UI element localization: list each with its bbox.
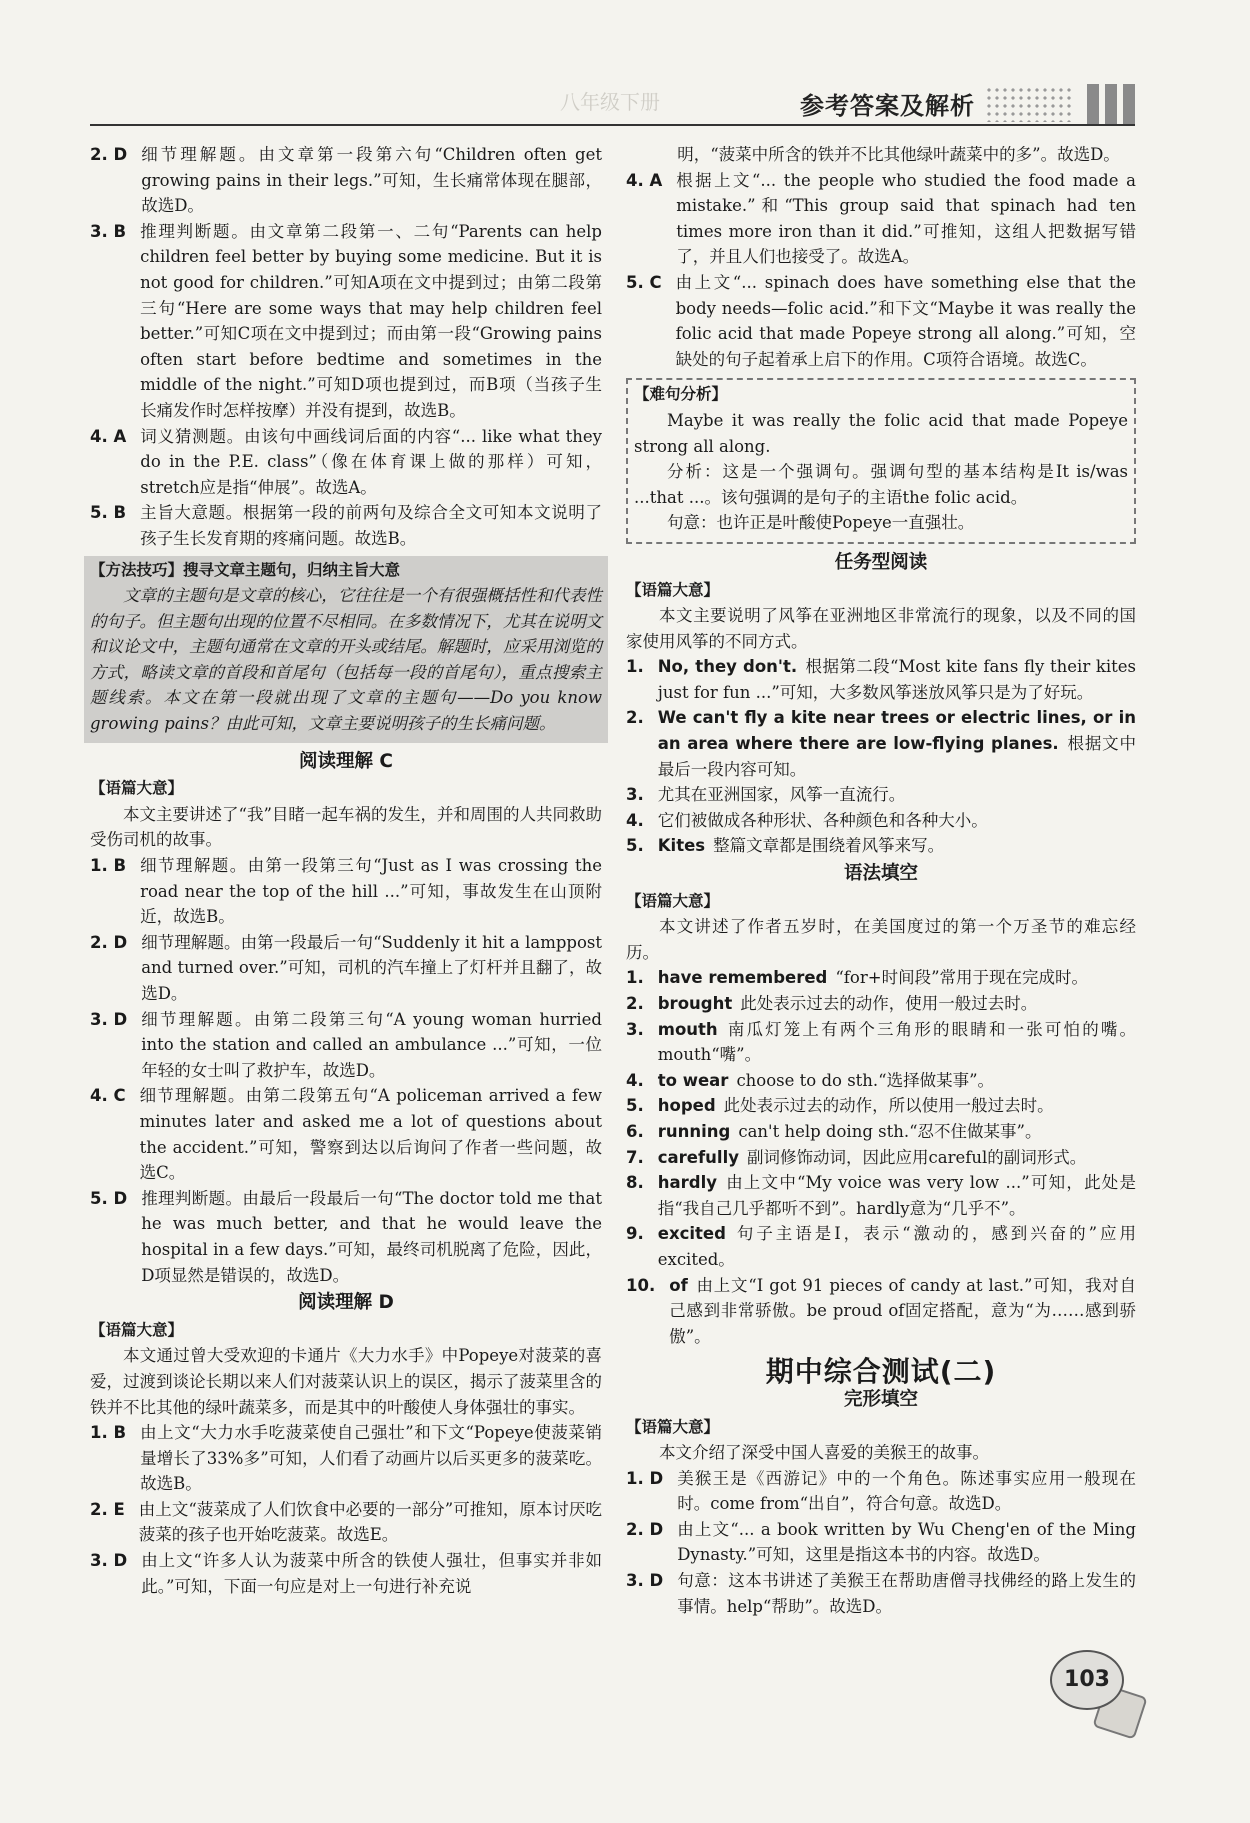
answer-key: Kites xyxy=(657,836,706,856)
answer-number: 2. D xyxy=(90,145,128,164)
answer-explanation xyxy=(658,965,1136,991)
answer-explanation xyxy=(658,991,1136,1017)
tips-body: 文章的主题句是文章的核心，它往往是一个有很强概括性和代表性的句子。但主题句出现的位置不尽相同。在多数情况下，尤其在说明文和议论文中，主题句通常在文章的开头或结尾。解题时，应采用浏览的方式，略读文章的首段和首尾句（包括每一段的首尾句），重点搜索主题线索。本文在第一段就出现了文章的主题句——Do you know growing pains？由此可知，文章主要说明孩子的生长痛问题。 xyxy=(90,586,602,734)
hard-sentence-meaning: 句意：也许正是叶酸使Popeye一直强壮。 xyxy=(667,513,975,533)
continued-answer: 明，“菠菜中所含的铁并不比其他绿叶蔬菜中的多”。故选D。 xyxy=(677,145,1120,164)
grammar-answers xyxy=(626,965,1136,1349)
explanation-text: can't help doing sth.“忍不住做某事”。 xyxy=(738,1121,1042,1141)
answer-number: 1. xyxy=(626,968,644,988)
answer-number: 1. D xyxy=(626,1468,664,1488)
explanation-text: 南瓜灯笼上有两个三角形的眼睛和一张可怕的嘴。mouth“嘴”。 xyxy=(657,1019,1136,1065)
explanation-text: choose to do sth.“选择做某事”。 xyxy=(736,1070,995,1090)
header-dot-pattern xyxy=(985,86,1075,122)
answer-number: 3. B xyxy=(90,221,127,241)
summary-tag: 【语篇大意】 xyxy=(90,1320,184,1339)
answer-item xyxy=(626,1170,1136,1221)
answer-number: 6. xyxy=(626,1121,644,1141)
answer-explanation xyxy=(658,1119,1136,1145)
answer-number: 2. xyxy=(626,708,644,728)
answer-explanation xyxy=(140,1420,602,1497)
difficult-sentence-box xyxy=(626,378,1136,544)
explanation-text: 根据上文“... the people who studied the food made a mistake.”和“This group said that spinach had ten times more iron than it did.”可推知，这组人把数据写错了，并且人们也接受了。故选A。 xyxy=(676,170,1136,267)
answer-item xyxy=(90,1186,602,1288)
explanation-text: 词义猜测题。由该句中画线词后面的内容“... like what they do in the P.E. class”（像在体育课上做的那样）可知，stretch应是指“伸展”。故选A。 xyxy=(140,426,602,497)
explanation-text: 句子主语是I，表示“激动的，感到兴奋的”应用excited。 xyxy=(657,1224,1136,1269)
answer-explanation xyxy=(676,270,1136,372)
answer-item xyxy=(90,1420,602,1497)
answer-item xyxy=(90,1083,602,1185)
answer-explanation xyxy=(141,1007,602,1084)
explanation-text: 根据文中最后一段内容可知。 xyxy=(657,734,1136,779)
answer-explanation xyxy=(677,1466,1136,1517)
section-title-cloze: 完形填空 xyxy=(843,1388,918,1410)
answer-key: mouth xyxy=(657,1019,718,1039)
answer-explanation xyxy=(140,500,602,551)
section-title-task-reading: 任务型阅读 xyxy=(834,551,928,573)
answer-explanation xyxy=(658,705,1136,782)
answer-number: 5. C xyxy=(626,272,662,292)
answer-explanation xyxy=(658,1221,1136,1272)
answer-explanation xyxy=(141,142,602,219)
page-header xyxy=(90,80,1135,128)
answer-explanation xyxy=(677,1568,1136,1619)
method-tips-box xyxy=(84,556,608,743)
answer-explanation xyxy=(139,1497,602,1548)
answer-item xyxy=(90,1007,602,1084)
hard-sentence-analysis: 分析：这是一个强调句。强调句型的基本结构是It is/was ...that ...。该句强调的是句子的主语the folic acid。 xyxy=(634,462,1128,507)
hard-sentence-heading: 【难句分析】 xyxy=(634,385,728,404)
explanation-text: 副词修饰动词，因此应用careful的副词形式。 xyxy=(747,1147,1087,1167)
task-summary: 本文主要说明了风筝在亚洲地区非常流行的现象，以及不同的国家使用风筝的不同方式。 xyxy=(626,606,1136,651)
answer-number: 3. D xyxy=(90,1009,128,1029)
answer-explanation xyxy=(658,808,1136,834)
answer-explanation xyxy=(140,853,602,930)
answer-number: 2. xyxy=(626,994,644,1013)
header-bars-decoration xyxy=(1087,84,1135,124)
answer-explanation xyxy=(140,1083,602,1185)
answer-item xyxy=(626,1093,1136,1119)
answer-explanation xyxy=(140,219,602,424)
answer-item xyxy=(90,500,602,551)
left-column xyxy=(90,142,602,1599)
answer-key: of xyxy=(669,1275,688,1295)
answer-key: excited xyxy=(657,1224,726,1244)
summary-tag: 【语篇大意】 xyxy=(626,891,720,910)
answer-explanation xyxy=(658,654,1136,705)
tips-heading: 【方法技巧】搜寻文章主题句，归纳主旨大意 xyxy=(90,560,401,579)
answer-number: 4. xyxy=(626,1070,644,1090)
answer-item xyxy=(626,1017,1136,1068)
explanation-text: 美猴王是《西游记》中的一个角色。陈述事实应用一般现在时。come from“出自”，符合句意。故选D。 xyxy=(677,1468,1136,1514)
explanation-text: 细节理解题。由第一段最后一句“Suddenly it hit a lamppost and turned over.”可知，司机的汽车撞上了灯杆并且翻了，故选D。 xyxy=(141,932,602,1003)
answer-number: 3. xyxy=(626,785,644,805)
explanation-text: 推理判断题。由文章第二段第一、二句“Parents can help children feel better by buying some medicine. But it is not good for children.”可知A项在文中提到过；由第二段第三句“Here are some ways that may help children feel better.”可知C项在文中提到过；而由第一段“Growing pains often start before bedtime and sometimes in the middle of the night.”可知D项也提到过，而B项（当孩子生长痛发作时怎样按摩）并没有提到，故选B。 xyxy=(140,221,602,420)
reading-d-answers-cont xyxy=(626,168,1136,373)
task-answers xyxy=(626,654,1136,859)
answer-explanation xyxy=(658,833,1136,859)
explanation-text: 由上文“大力水手吃菠菜使自己强壮”和下文“Popeye使菠菜销量增长了33%多”可知，人们看了动画片以后买更多的菠菜吃。故选B。 xyxy=(140,1423,602,1494)
answer-item xyxy=(90,930,602,1007)
right-column xyxy=(626,142,1136,1619)
answer-number: 7. xyxy=(626,1147,644,1167)
answer-item xyxy=(626,1119,1136,1145)
section-title-grammar: 语法填空 xyxy=(843,863,918,885)
explanation-text: 整篇文章都是围绕着风筝来写。 xyxy=(713,836,945,856)
reading-c-answers xyxy=(90,853,602,1288)
answer-explanation xyxy=(658,782,1136,808)
answer-number: 10. xyxy=(626,1275,656,1295)
summary-tag: 【语篇大意】 xyxy=(90,779,184,798)
answer-number: 5. xyxy=(626,836,644,856)
answer-number: 8. xyxy=(626,1173,644,1193)
cloze-summary: 本文介绍了深受中国人喜爱的美猴王的故事。 xyxy=(659,1443,989,1463)
answer-number: 4. C xyxy=(90,1086,126,1106)
midterm-test-title: 期中综合测试(二) xyxy=(765,1355,997,1389)
answer-item xyxy=(90,142,602,219)
answer-explanation xyxy=(669,1273,1136,1350)
answer-explanation xyxy=(658,1017,1136,1068)
answer-key: hoped xyxy=(657,1096,716,1116)
header-title: 参考答案及解析 xyxy=(800,92,975,120)
explanation-text: 根据第二段“Most kite fans fly their kites just for fun ...”可知，大多数风筝迷放风筝只是为了好玩。 xyxy=(657,657,1136,702)
explanation-text: 句意：这本书讲述了美猴王在帮助唐僧寻找佛经的路上发生的事情。help“帮助”。故选D。 xyxy=(677,1571,1136,1616)
reading-b-answers xyxy=(90,142,602,552)
answer-explanation xyxy=(141,930,602,1007)
faint-header-text: 八年级下册 xyxy=(560,90,660,114)
answer-number: 1. xyxy=(626,657,644,677)
answer-number: 4. A xyxy=(626,170,663,190)
answer-explanation xyxy=(658,1170,1136,1221)
answer-item xyxy=(626,991,1136,1017)
explanation-text: 此处表示过去的动作，所以使用一般过去时。 xyxy=(723,1096,1054,1116)
answer-number: 3. xyxy=(626,1019,644,1039)
answer-item xyxy=(626,1517,1136,1568)
answer-item xyxy=(626,833,1136,859)
answer-item xyxy=(626,705,1136,782)
answer-number: 5. B xyxy=(90,503,127,523)
answer-explanation xyxy=(141,1548,602,1599)
explanation-text: 细节理解题。由第二段第三句“A young woman hurried into the station and called an ambulance ...”可知，一位年轻的女士叫了救护车，故选D。 xyxy=(141,1009,602,1080)
explanation-text: 由上文“菠菜成了人们饮食中必要的一部分”可推知，原本讨厌吃菠菜的孩子也开始吃菠菜。故选E。 xyxy=(138,1499,602,1545)
answer-item xyxy=(626,168,1136,270)
answer-item xyxy=(626,1068,1136,1094)
answer-number: 2. D xyxy=(626,1519,664,1539)
reading-d-answers xyxy=(90,1420,602,1599)
answer-explanation xyxy=(676,168,1136,270)
answer-number: 5. D xyxy=(90,1188,128,1208)
summary-tag: 【语篇大意】 xyxy=(626,580,720,599)
explanation-text: “for+时间段”常用于现在完成时。 xyxy=(835,968,1088,988)
answer-number: 4. xyxy=(626,810,644,830)
answer-item xyxy=(626,808,1136,834)
explanation-text: 细节理解题。由第一段第三句“Just as I was crossing the road near the top of the hill ...”可知，事故发生在山顶附近，故选B。 xyxy=(140,856,602,927)
answer-key: We can't fly a kite near trees or electric lines, or in an area where there are low-flying planes. xyxy=(657,708,1136,754)
answer-item xyxy=(90,853,602,930)
answer-number: 9. xyxy=(626,1224,644,1244)
answer-key: to wear xyxy=(657,1070,729,1090)
answer-explanation xyxy=(677,1517,1136,1568)
hard-sentence: Maybe it was really the folic acid that made Popeye strong all along. xyxy=(634,410,1128,456)
section-title-reading-c: 阅读理解 C xyxy=(298,750,394,772)
answer-item xyxy=(90,1497,602,1548)
explanation-text: 由上文“许多人认为菠菜中所含的铁使人强壮，但事实并非如此。”可知，下面一句应是对上一句进行补充说 xyxy=(141,1551,602,1596)
answer-key: have remembered xyxy=(657,968,828,988)
answer-explanation xyxy=(141,1186,602,1288)
section-title-reading-d: 阅读理解 D xyxy=(298,1292,394,1314)
answer-key: hardly xyxy=(657,1173,717,1193)
answer-item xyxy=(626,1568,1136,1619)
answer-explanation xyxy=(658,1093,1136,1119)
explanation-text: 细节理解题。由文章第一段第六句“Children often get growing pains in their legs.”可知，生长痛常体现在腿部，故选D。 xyxy=(141,145,602,216)
answer-key: carefully xyxy=(657,1147,739,1167)
answer-item xyxy=(626,1466,1136,1517)
answer-number: 1. B xyxy=(90,1423,127,1443)
reading-d-summary: 本文通过曾大受欢迎的卡通片《大力水手》中Popeye对菠菜的喜爱，过渡到谈论长期以来人们对菠菜认识上的误区，揭示了菠菜里含的铁并不比其他的绿叶蔬菜多，而是其中的叶酸使人身体强壮的事实。 xyxy=(90,1346,602,1417)
answer-number: 5. xyxy=(626,1096,644,1116)
explanation-text: 由上文“I got 91 pieces of candy at last.”可知，我对自己感到非常骄傲。be proud of固定搭配，意为“为……感到骄傲”。 xyxy=(669,1275,1136,1346)
answer-number: 3. D xyxy=(90,1551,128,1571)
explanation-text: 推理判断题。由最后一段最后一句“The doctor told me that he was much better, and that he would leave the hospital in a few days.”可知，最终司机脱离了危险，因此，D项显然是错误的，故选D。 xyxy=(141,1188,602,1285)
answer-number: 3. D xyxy=(626,1571,664,1591)
explanation-text: 由上文“... spinach does have something else that the body needs—folic acid.”和下文“Maybe it was really the folic acid that made Popeye strong all along.”可知，空缺处的句子起着承上启下的作用。C项符合语境。故选C。 xyxy=(675,272,1136,369)
explanation-text: 尤其在亚洲国家，风筝一直流行。 xyxy=(657,785,906,805)
header-rule xyxy=(90,124,1135,126)
answer-key: running xyxy=(657,1121,731,1141)
explanation-text: 它们被做成各种形状、各种颜色和各种大小。 xyxy=(657,810,988,830)
answer-item xyxy=(626,1273,1136,1350)
answer-item xyxy=(90,219,602,424)
answer-number: 1. B xyxy=(90,856,127,876)
answer-item xyxy=(626,1221,1136,1272)
page-number: 103 xyxy=(1050,1650,1124,1710)
explanation-text: 此处表示过去的动作，使用一般过去时。 xyxy=(740,994,1038,1013)
answer-number: 2. E xyxy=(90,1499,125,1519)
answer-number: 2. D xyxy=(90,932,128,952)
answer-item xyxy=(626,782,1136,808)
answer-number: 4. A xyxy=(90,426,127,446)
answer-key: brought xyxy=(657,994,733,1013)
answer-key: No, they don't. xyxy=(657,657,798,677)
answer-item xyxy=(626,1145,1136,1171)
explanation-text: 由上文“... a book written by Wu Cheng'en of the Ming Dynasty.”可知，这里是指这本书的内容。故选D。 xyxy=(677,1519,1136,1565)
explanation-text: 由上文中“My voice was very low ...”可知，此处是指“我自己几乎都听不到”。hardly意为“几乎不”。 xyxy=(657,1173,1136,1218)
answer-item xyxy=(626,654,1136,705)
summary-tag: 【语篇大意】 xyxy=(626,1417,720,1436)
answer-explanation xyxy=(140,424,602,501)
answer-item xyxy=(90,424,602,501)
explanation-text: 主旨大意题。根据第一段的前两句及综合全文可知本文说明了孩子生长发育期的疼痛问题。故选B。 xyxy=(140,503,602,548)
cloze-answers xyxy=(626,1466,1136,1620)
answer-explanation xyxy=(658,1068,1136,1094)
answer-item xyxy=(90,1548,602,1599)
reading-c-summary: 本文主要讲述了“我”目睹一起车祸的发生，并和周围的人共同救助受伤司机的故事。 xyxy=(90,804,602,850)
answer-explanation xyxy=(658,1145,1136,1171)
explanation-text: 细节理解题。由第二段第五句“A policeman arrived a few minutes later and asked me a lot of questions about the accident.”可知，警察到达以后询问了作者一些问题，故选C。 xyxy=(139,1086,602,1183)
grammar-summary: 本文讲述了作者五岁时，在美国度过的第一个万圣节的难忘经历。 xyxy=(626,917,1136,962)
answer-item xyxy=(626,270,1136,372)
answer-item xyxy=(626,965,1136,991)
